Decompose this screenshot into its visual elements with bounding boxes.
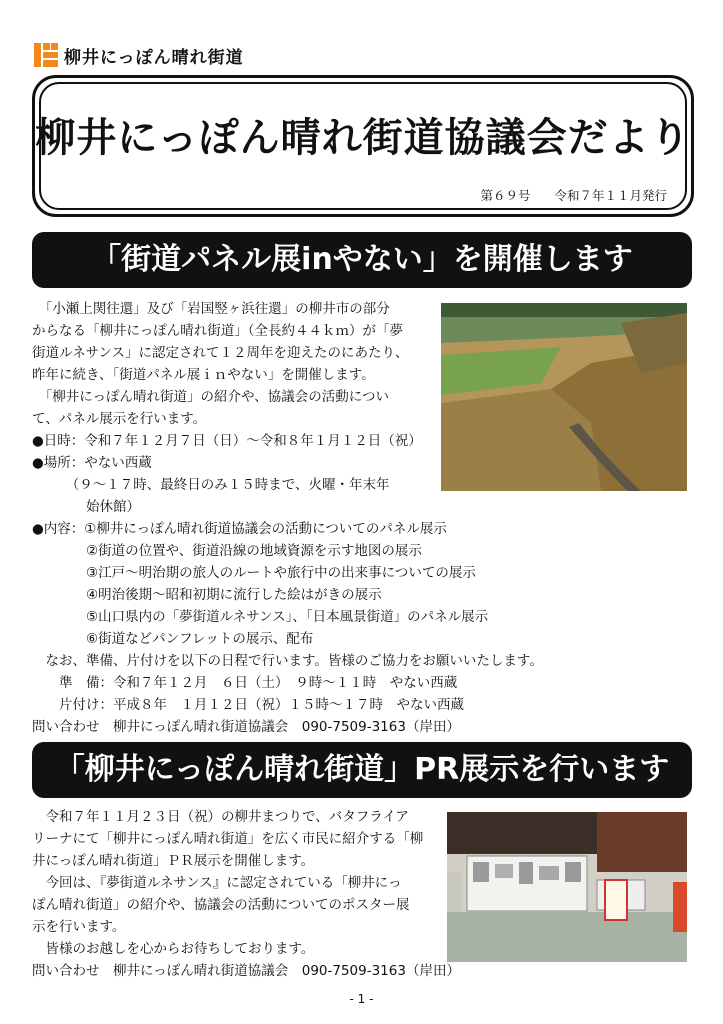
content-item: ③江戸～明治期の旅人のルートや旅行中の出来事についての展示 <box>32 565 476 581</box>
title-box <box>32 75 694 217</box>
text-line: 「小瀬上関往還」及び「岩国竪ヶ浜往還」の柳井市の部分 <box>32 301 390 317</box>
event-date: ●日時：令和７年１２月７日（日）～令和８年１月１２日（祝） <box>32 433 422 449</box>
logo-mark-icon <box>34 43 58 67</box>
content-item: ⑥街道などパンフレットの展示、配布 <box>32 631 314 647</box>
text-line: 井にっぽん晴れ街道」ＰＲ展示を開催します。 <box>32 853 315 869</box>
text-line: 街道ルネサンス」に認定されて１２周年を迎えたのにあたり、 <box>32 345 409 361</box>
schedule-prep: 準 備：令和７年１２月 ６日（土） ９時～１１時 やない西蔵 <box>32 675 458 691</box>
logo <box>34 42 244 68</box>
text-line: なお、準備、片付けを以下の日程で行います。皆様のご協力をお願いいたします。 <box>32 653 543 669</box>
text-line: 昨年に続き、「街道パネル展ｉｎやない」を開催します。 <box>32 367 375 383</box>
content-item: ⑤山口県内の「夢街道ルネサンス」、「日本風景街道」のパネル展示 <box>32 609 489 625</box>
text-line: 示を行います。 <box>32 919 126 935</box>
text-line: ぽん晴れ街道」の紹介や、協議会の活動についてのポスター展 <box>32 897 410 913</box>
text-line: 「柳井にっぽん晴れ街道」の紹介や、協議会の活動につい <box>32 389 389 405</box>
text-line: からなる「柳井にっぽん晴れ街道」（全長約４４ｋｍ）が「夢 <box>32 323 403 339</box>
content-item: ④明治後期～昭和初期に流行した絵はがきの展示 <box>32 587 382 603</box>
logo-text: 柳井にっぽん晴れ街道 <box>64 47 244 68</box>
page-number: - 1 - <box>349 992 374 1006</box>
section2-heading: 「柳井にっぽん晴れ街道」PR展示を行います <box>32 742 692 798</box>
text-line: 始休館） <box>32 499 140 515</box>
content-item: ②街道の位置や、街道沿線の地域資源を示す地図の展示 <box>32 543 422 559</box>
issue-number: 第６９号 <box>480 188 531 203</box>
content-item: ●内容：①柳井にっぽん晴れ街道協議会の活動についてのパネル展示 <box>32 521 447 537</box>
photo-old-road <box>441 303 687 491</box>
event-venue: ●場所：やない西蔵 <box>32 455 152 471</box>
text-line: て、パネル展示を行います。 <box>32 411 207 427</box>
issue-date: 令和７年１１月発行 <box>554 188 667 203</box>
text-line: リーナにて「柳井にっぽん晴れ街道」を広く市民に紹介する「柳 <box>32 831 424 847</box>
text-line: 令和７年１１月２３日（祝）の柳井まつりで、バタフライア <box>32 809 409 825</box>
text-line: （９～１７時、最終日のみ１５時まで、火曜・年末年 <box>32 477 390 493</box>
photo-exhibition <box>447 812 687 962</box>
contact-line: 問い合わせ 柳井にっぽん晴れ街道協議会 090-7509-3163（岸田） <box>32 719 460 735</box>
landscape-photo-illustration <box>441 303 687 491</box>
contact-line: 問い合わせ 柳井にっぽん晴れ街道協議会 090-7509-3163（岸田） <box>32 963 460 979</box>
exhibition-photo-illustration <box>447 812 687 962</box>
text-line: 今回は、『夢街道ルネサンス』に認定されている「柳井にっ <box>32 875 402 891</box>
page-title: 柳井にっぽん晴れ街道協議会だより <box>35 115 691 161</box>
schedule-cleanup: 片付け：平成８年 １月１２日（祝）１５時～１７時 やない西蔵 <box>32 697 464 713</box>
text-line: 皆様のお越しを心からお待ちしております。 <box>32 941 315 957</box>
issue-info <box>460 186 667 204</box>
section1-heading: 「街道パネル展inやない」を開催します <box>32 232 692 288</box>
